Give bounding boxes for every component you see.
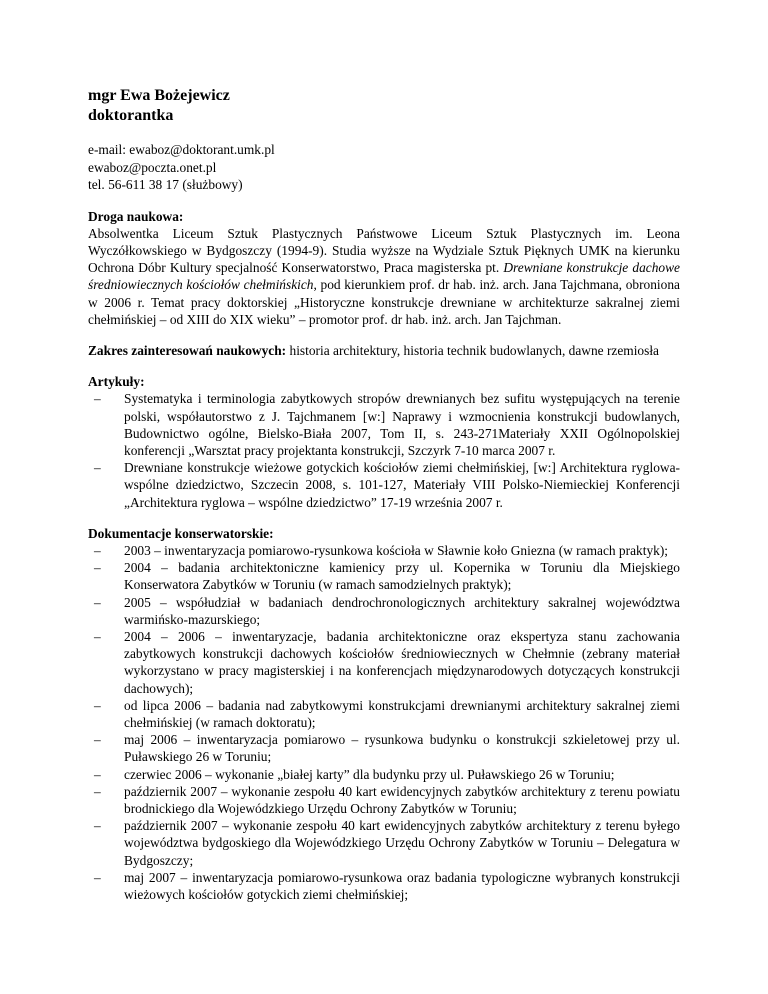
list-item: [88, 542, 680, 559]
phone-number: tel. 56-611 38 17 (służbowy): [88, 177, 243, 192]
list-item: [88, 817, 680, 869]
list-item: [88, 594, 680, 628]
documentation-heading: Dokumentacje konserwatorskie:: [88, 525, 274, 541]
articles-heading: Artykuły:: [88, 374, 145, 390]
documentation-text: październik 2007 – wykonanie zespołu 40 kart ewidencyjnych zabytków architektury z terenu powiatu brodnickiego dla Wojewódzkiego Urzędu Ochrony Zabytków w Toruniu;: [124, 783, 680, 816]
dash-bullet: –: [94, 732, 101, 748]
section-documentation: [88, 525, 680, 903]
list-item: [88, 628, 680, 697]
documentation-text: od lipca 2006 – badania nad zabytkowymi konstrukcjami drewnianymi architektury sakralnej ziemi chełmińskiej (w ramach doktoratu);: [124, 697, 680, 730]
author-name: mgr Ewa Bożejewicz: [88, 87, 230, 104]
academic-path-text-part2: , pod kierunkiem prof. dr hab. inż. arch. Jana Tajchmana, obroniona w 2006 r. Temat pracy doktorskiej „Historyczne konstrukcje drewniane w architekturze sakralnej ziemi chełmińskiej – od XIII do XIX wieku” – promotor prof. dr hab. inż. arch. Jan Tajchman.: [88, 277, 680, 327]
list-item: [88, 697, 680, 731]
article-text: Drewniane konstrukcje wieżowe gotyckich kościołów ziemi chełmińskiej, [w:] Architektura ryglowa-wspólne dziedzictwo, Szczecin 2008, s. 101-127, Materiały VIII Polsko-Niemieckiej Konferencji „Architektura ryglowa – wspólne dziedzictwo” 17-19 września 2007 r.: [124, 460, 680, 510]
author-role: doktorantka: [88, 107, 174, 124]
dash-bullet: –: [94, 560, 101, 576]
list-item: [88, 869, 680, 903]
list-item: [88, 783, 680, 817]
document-content: [88, 86, 680, 903]
dash-bullet: –: [94, 766, 101, 782]
dash-bullet: –: [94, 783, 101, 799]
academic-path-heading: Droga naukowa:: [88, 208, 184, 224]
dash-bullet: –: [94, 460, 101, 476]
interests-text: historia architektury, historia technik budowlanych, dawne rzemiosła: [286, 342, 659, 358]
documentation-text: 2004 – 2006 – inwentaryzacje, badania architektoniczne oraz ekspertyza stanu zachowania zabytkowych konstrukcji dachowych kościołów średniowiecznych w Chełmnie (zebrany materiał wykorzystano w pracy magisterskiej i na konferencjach międzynarodowych dotyczących konstrukcji dachowych);: [124, 628, 680, 696]
list-item: [88, 459, 680, 511]
dash-bullet: –: [94, 542, 101, 558]
dash-bullet: –: [94, 818, 101, 834]
dash-bullet: –: [94, 391, 101, 407]
documentation-text: 2003 – inwentaryzacja pomiarowo-rysunkowa kościoła w Sławnie koło Gniezna (w ramach praktyk);: [124, 542, 669, 558]
documentation-text: maj 2006 – inwentaryzacja pomiarowo – rysunkowa budynku o konstrukcji szkieletowej przy ul. Puławskiego 26 w Toruniu;: [124, 732, 680, 765]
dash-bullet: –: [94, 869, 101, 885]
email-secondary: ewaboz@poczta.onet.pl: [88, 159, 217, 175]
email-primary: e-mail: ewaboz@doktorant.umk.pl: [88, 142, 275, 157]
documentation-text: 2004 – badania architektoniczne kamienicy przy ul. Kopernika w Toruniu dla Miejskiego Konserwatora Zabytków w Toruniu (w ramach samodzielnych praktyk);: [124, 560, 680, 593]
academic-path-text: [88, 225, 680, 328]
list-item: [88, 766, 680, 783]
dash-bullet: –: [94, 628, 101, 644]
documentation-text: czerwiec 2006 – wykonanie „białej karty” dla budynku przy ul. Puławskiego 26 w Toruniu;: [124, 766, 615, 782]
article-text: Systematyka i terminologia zabytkowych stropów drewnianych bez sufitu występujących na terenie polski, współautorstwo z J. Tajchmanem [w:] Naprawy i wzmocnienia konstrukcji budowlanych, Budownictwo ogólne, Bielsko-Biała 2007, Tom II, s. 243-271Materiały XXII Ogólnopolskiej konferencji „Warsztat pracy projektanta konstrukcji, Szczyrk 7-10 marca 2007 r.: [124, 391, 680, 458]
interests-heading: Zakres zainteresowań naukowych:: [88, 342, 287, 358]
list-item: [88, 731, 680, 765]
list-item: [88, 390, 680, 459]
thesis-title: Drewniane konstrukcje dachowe średniowiecznych kościołów chełmińskich: [88, 260, 680, 293]
section-academic-path: [88, 208, 680, 328]
list-item: [88, 559, 680, 593]
documentation-list: [88, 542, 680, 903]
section-interests: [88, 342, 680, 359]
section-articles: [88, 373, 680, 511]
documentation-text: 2005 – współudział w badaniach dendrochronologicznych architektury sakralnej województwa warmińsko-mazurskiego;: [124, 594, 680, 627]
documentation-text: maj 2007 – inwentaryzacja pomiarowo-rysunkowa oraz badania typologiczne wybranych konstrukcji wieżowych kościołów gotyckich ziemi chełmińskiej;: [124, 869, 680, 903]
documentation-text: październik 2007 – wykonanie zespołu 40 kart ewidencyjnych zabytków architektury z terenu byłego województwa bydgoskiego dla Wojewódzkiego Urzędu Ochrony Zabytków w Toruniu – Delegatura w Bydgoszczy;: [124, 818, 680, 868]
dash-bullet: –: [94, 697, 101, 713]
dash-bullet: –: [94, 594, 101, 610]
articles-list: [88, 390, 680, 510]
academic-path-text-part1: Absolwentka Liceum Sztuk Plastycznych Państwowe Liceum Sztuk Plastycznych im. Leona Wyczółkowskiego w Bydgoszczy (1994-9). Studia wyższe na Wydziale Sztuk Pięknych UMK na kierunku Ochrona Dóbr Kultury specjalność Konserwatorstwo, Praca magisterska pt.: [88, 225, 680, 276]
contact-block: [88, 141, 680, 194]
